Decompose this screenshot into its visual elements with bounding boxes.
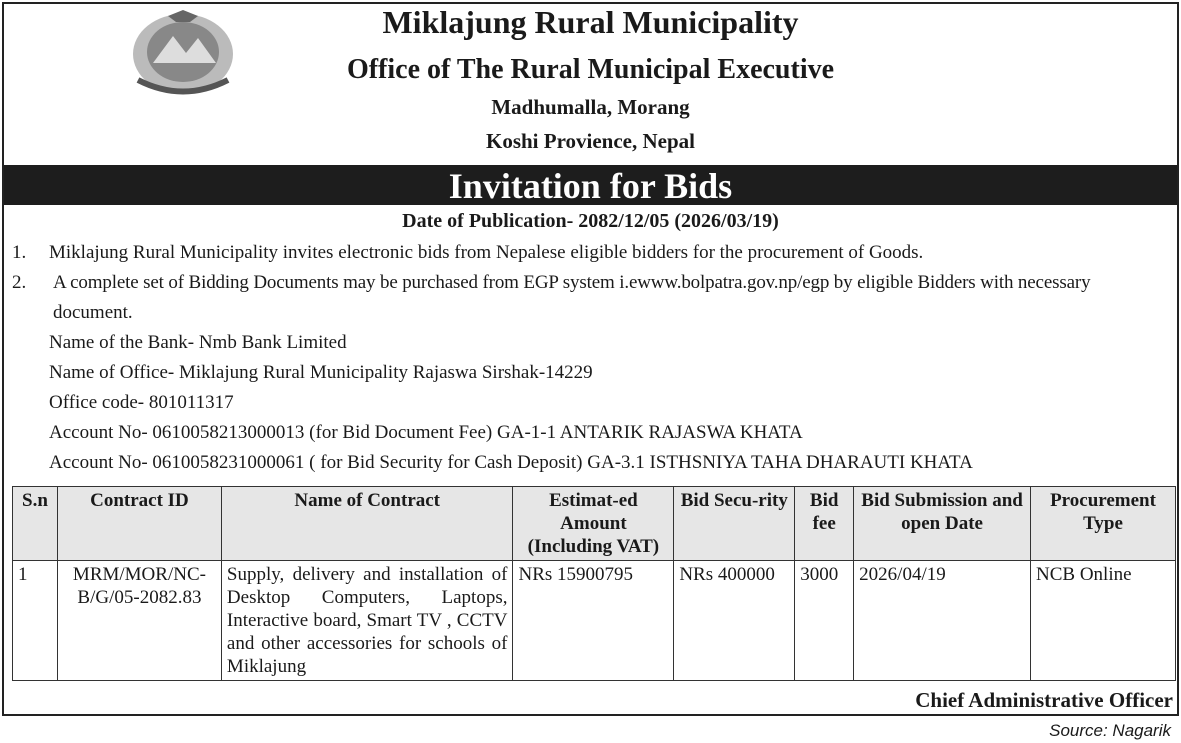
item-text-continued: document. (53, 302, 133, 323)
cell-estimated-amount: NRs 15900795 (513, 561, 674, 681)
cell-contract-id: MRM/MOR/NC-B/G/05-2082.83 (57, 561, 221, 681)
item-text: A complete set of Bidding Documents may be purchased from EGP system i.ewww.bolpatra.gov.np/egp by eligible Bidders with necessary (53, 272, 1091, 293)
col-header-contract-id: Contract ID (57, 487, 221, 561)
cell-bid-fee: 3000 (795, 561, 854, 681)
item-number: 2. (12, 272, 27, 293)
office-code: Office code- 801011317 (49, 392, 234, 413)
account-bid-fee: Account No- 0610058213000013 (for Bid Document Fee) GA-1-1 ANTARIK RAJASWA KHATA (49, 422, 803, 443)
col-header-sn: S.n (13, 487, 58, 561)
col-header-bid-fee: Bid fee (795, 487, 854, 561)
municipality-title: Miklajung Rural Municipality (382, 4, 799, 40)
office-name: Name of Office- Miklajung Rural Municipality Rajaswa Sirshak-14229 (49, 362, 593, 383)
source-credit: Source: Nagarik (1049, 721, 1171, 740)
cell-procurement-type: NCB Online (1031, 561, 1176, 681)
signature: Chief Administrative Officer (915, 688, 1173, 712)
invitation-banner: Invitation for Bids (4, 165, 1177, 205)
address-line-1: Madhumalla, Morang (491, 95, 690, 119)
col-header-estimated-amount: Estimat-ed Amount (Including VAT) (513, 487, 674, 561)
col-header-bid-security: Bid Secu-rity (674, 487, 795, 561)
cell-sn: 1 (13, 561, 58, 681)
cell-submission-date: 2026/04/19 (854, 561, 1031, 681)
item-text: Miklajung Rural Municipality invites electronic bids from Nepalese eligible bidders for the procurement of Goods. (49, 242, 924, 263)
contracts-table (12, 486, 1176, 681)
col-header-name: Name of Contract (221, 487, 513, 561)
bank-name: Name of the Bank- Nmb Bank Limited (49, 332, 347, 353)
office-subtitle: Office of The Rural Municipal Executive (346, 54, 835, 85)
cell-contract-name: Supply, delivery and installation of Desktop Computers, Laptops, Interactive board, Smart TV , CCTV and other accessories for schools of Miklajung (221, 561, 513, 681)
cell-bid-security: NRs 400000 (674, 561, 795, 681)
publication-date: Date of Publication- 2082/12/05 (2026/03/19) (402, 210, 779, 232)
col-header-procurement-type: Procurement Type (1031, 487, 1176, 561)
col-header-submission-date: Bid Submission and open Date (854, 487, 1031, 561)
account-bid-security: Account No- 0610058231000061 ( for Bid Security for Cash Deposit) GA-3.1 ISTHSNIYA TAHA DHARAUTI KHATA (49, 452, 973, 473)
table-header-row (13, 487, 1176, 561)
address-line-2: Koshi Provience, Nepal (485, 129, 695, 153)
item-number: 1. (12, 242, 27, 263)
table-row (13, 561, 1176, 681)
